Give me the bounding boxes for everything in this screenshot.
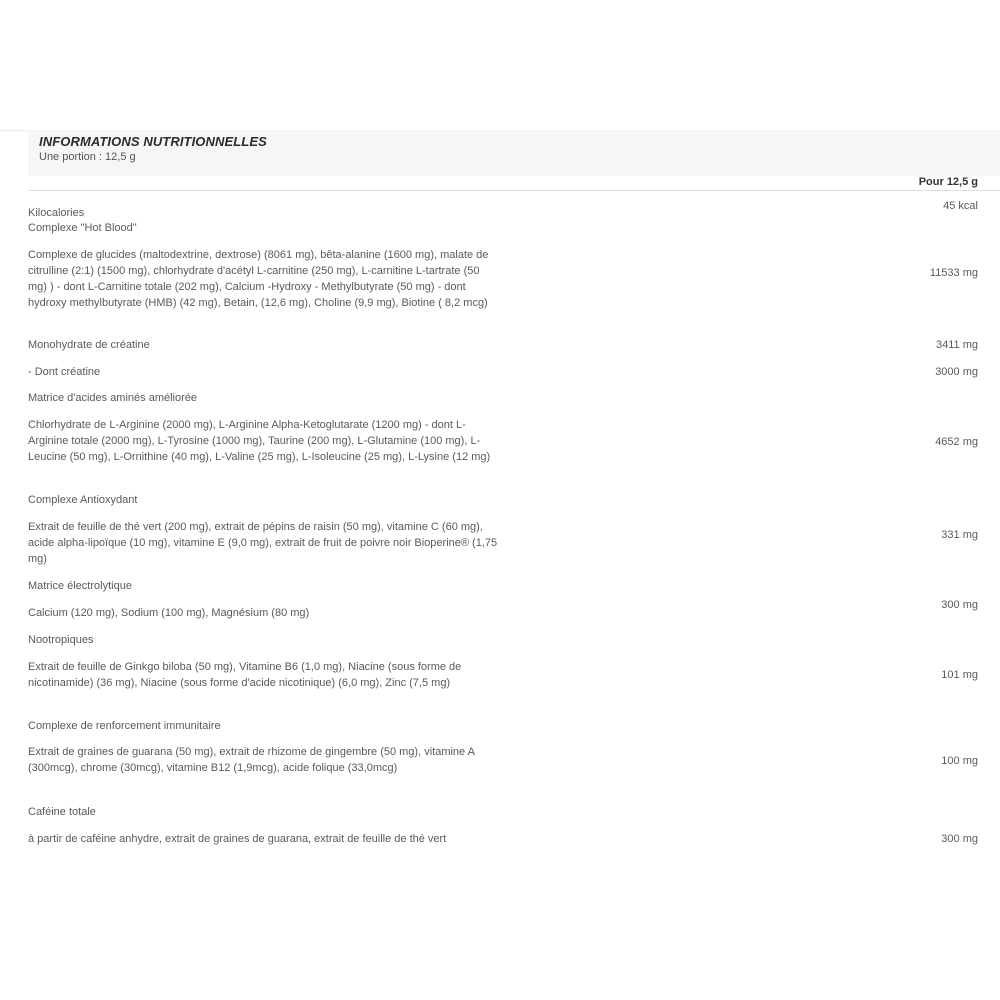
serving-size: Une portion : 12,5 g xyxy=(39,151,136,163)
row-value-creatine-monohydrate: 3411 mg xyxy=(936,339,978,351)
nutrition-header xyxy=(28,130,1000,176)
row-label-arginine-details: Chlorhydrate de L-Arginine (2000 mg), L-Arginine Alpha-Ketoglutarate (1200 mg) - dont L-Arginine totale (2000 mg), L-Tyrosine (1000 mg), Taurine (200 mg), L-Glutamine (100 mg), L-Leucine (50 mg), L-Ornithine (40 mg), L-Valine (25 mg), L-Isoleucine (25 mg), L-Lysine (12 mg) xyxy=(28,419,491,463)
row-value-electrolyte-details: 300 mg xyxy=(941,599,978,611)
column-divider xyxy=(28,190,1000,191)
row-label-amino-matrix: Matrice d'acides aminés améliorée xyxy=(28,392,198,404)
row-value-arginine-details: 4652 mg xyxy=(935,436,978,448)
row-label-hot-blood: Complexe "Hot Blood" xyxy=(28,222,137,234)
row-label-nootropics: Nootropiques xyxy=(28,634,94,646)
row-label-electrolyte: Matrice électrolytique xyxy=(28,580,132,592)
row-value-creatine: 3000 mg xyxy=(935,366,978,378)
row-label-kilocalories: Kilocalories xyxy=(28,207,85,219)
row-label-creatine-monohydrate: Monohydrate de créatine xyxy=(28,339,150,351)
row-value-kilocalories: 45 kcal xyxy=(943,200,978,212)
row-label-caffeine: Caféine totale xyxy=(28,806,96,818)
row-label-antioxidant-details: Extrait de feuille de thé vert (200 mg), extrait de pépins de raisin (50 mg), vitamine C (60 mg), acide alpha-lipoïque (10 mg), vitamine E (9,0 mg), extrait de fruit de poivre noir Bioperine® (1,75 mg) xyxy=(28,521,498,565)
row-label-caffeine-details: à partir de caféine anhydre, extrait de graines de guarana, extrait de feuille de thé vert xyxy=(28,833,447,845)
row-label-immune: Complexe de renforcement immunitaire xyxy=(28,720,221,732)
row-label-immune-details: Extrait de graines de guarana (50 mg), extrait de rhizome de gingembre (50 mg), vitamine A (300mcg), chrome (30mcg), vitamine B12 (1,9mcg), acide folique (33,0mcg) xyxy=(28,746,475,774)
row-label-carb-complex: Complexe de glucides (maltodextrine, dextrose) (8061 mg), bêta-alanine (1600 mg), malate de citrulline (2:1) (1500 mg), chlorhydrate d'acétyl L-carnitine (250 mg), L-carnitine L-tartrate (50 mg) ) - dont L-Carnitine totale (202 mg), Calcium -Hydroxy - Methylbutyrate (50 mg) - dont hydroxy methylbutyrate (HMB) (42 mg), Betain, (12,6 mg), Choline (9,9 mg), Biotine ( 8,2 mcg) xyxy=(28,249,489,309)
row-value-immune-details: 100 mg xyxy=(941,755,978,767)
row-label-antioxidant: Complexe Antioxydant xyxy=(28,494,138,506)
row-value-caffeine-details: 300 mg xyxy=(941,833,978,845)
row-value-carb-complex: 11533 mg xyxy=(929,267,978,279)
row-label-electrolyte-details: Calcium (120 mg), Sodium (100 mg), Magnésium (80 mg) xyxy=(28,607,310,619)
row-label-nootropics-details: Extrait de feuille de Ginkgo biloba (50 mg), Vitamine B6 (1,0 mg), Niacine (sous forme de nicotinamide) (36 mg), Niacine (sous forme d'acide nicotinique) (6,0 mg), Zinc (7,5 mg) xyxy=(28,661,462,689)
row-value-antioxidant-details: 331 mg xyxy=(941,529,978,541)
nutrition-title: INFORMATIONS NUTRITIONNELLES xyxy=(39,134,267,149)
row-label-creatine: - Dont créatine xyxy=(28,366,101,378)
row-value-nootropics-details: 101 mg xyxy=(941,669,978,681)
column-header-per-serving: Pour 12,5 g xyxy=(918,176,978,188)
